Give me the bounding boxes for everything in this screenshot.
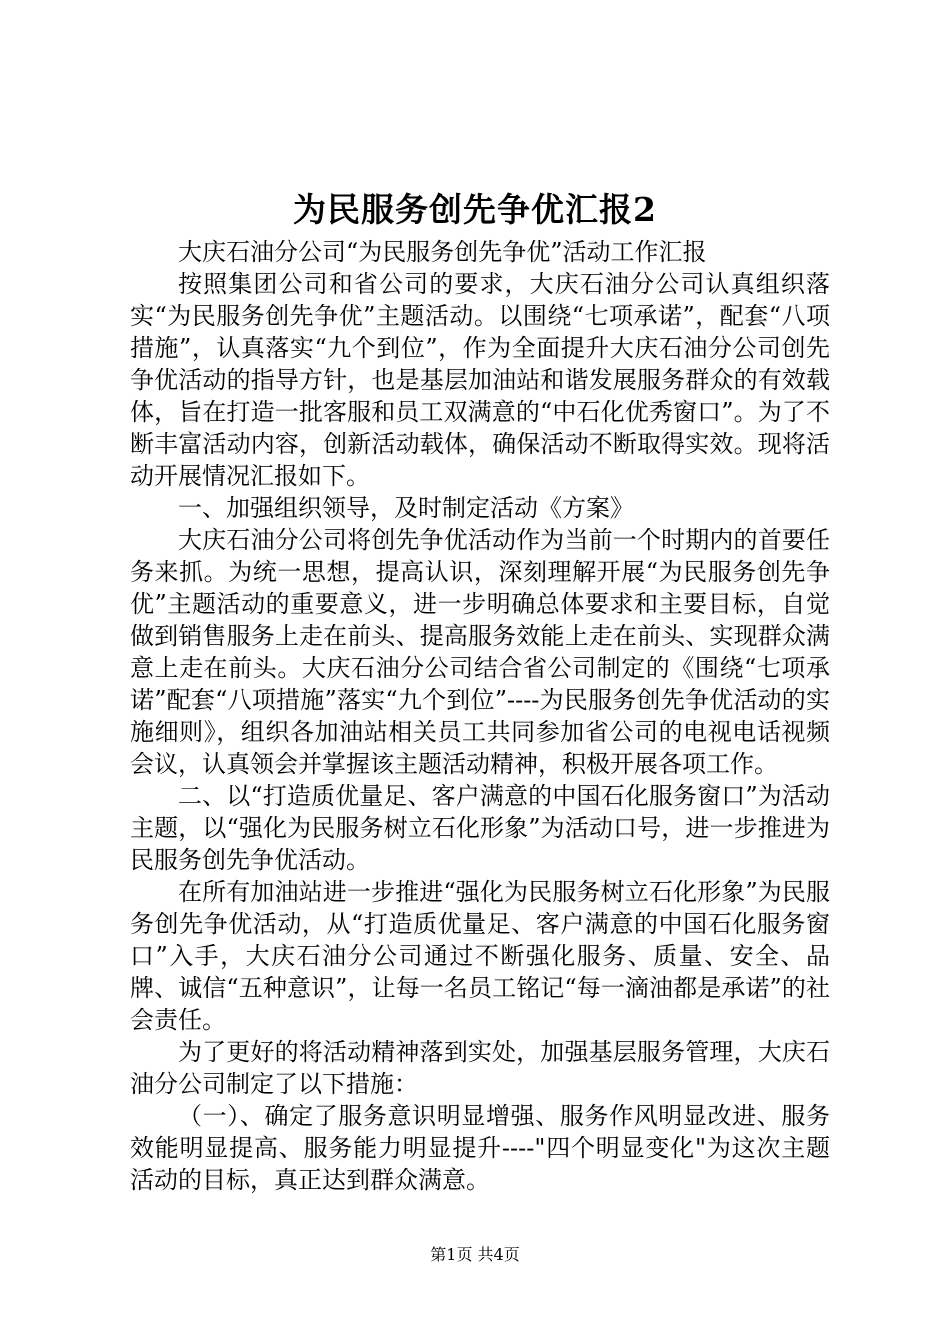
paragraph: 按照集团公司和省公司的要求，大庆石油分公司认真组织落实“为民服务创先争优”主题活动。以围绕“七项承诺”，配套“八项措施”，认真落实“九个到位”，作为全面提升大庆石油分公司创先争优活动的指导方针，也是基层加油站和谐发展服务群众的有效载体，旨在打造一批客服和员工双满意的“中石化优秀窗口”。为了不断丰富活动内容，创新活动载体，确保活动不断取得实效。现将活动开展情况汇报如下。 [130, 270, 830, 490]
section-heading: 一、加强组织领导，及时制定活动《方案》 [178, 494, 634, 522]
paragraph: 大庆石油分公司将创先争优活动作为当前一个时期内的首要任务来抓。为统一思想，提高认识，深刻理解开展“为民服务创先争优”主题活动的重要意义，进一步明确总体要求和主要目标，自觉做到销售服务上走在前头、提高服务效能上走在前头、实现群众满意上走在前头。大庆石油分公司结合省公司制定的《围绕“七项承诺”配套“八项措施”落实“九个到位”----为民服务创先争优活动的实施细则》，组织各加油站相关员工共同参加省公司的电视电话视频会议，认真领会并掌握该主题活动精神，积极开展各项工作。 [130, 526, 830, 778]
section-heading: 二、以“打造质优量足、客户满意的中国石化服务窗口”为活动主题，以“强化为民服务树立石化形象”为活动口号，进一步推进为民服务创先争优活动。 [130, 782, 830, 874]
document-title: 为民服务创先争优汇报2 [293, 190, 657, 229]
document-body [130, 236, 830, 1196]
paragraph: 大庆石油分公司“为民服务创先争优”活动工作汇报 [178, 238, 707, 266]
paragraph: （一）、确定了服务意识明显增强、服务作风明显改进、服务效能明显提高、服务能力明显提升----"四个明显变化"为这次主题活动的目标，真正达到群众满意。 [130, 1102, 830, 1194]
paragraph: 在所有加油站进一步推进“强化为民服务树立石化形象”为民服务创先争优活动，从“打造质优量足、客户满意的中国石化服务窗口”入手，大庆石油分公司通过不断强化服务、质量、安全、品牌、诚信“五种意识”，让每一名员工铭记“每一滴油都是承诺”的社会责任。 [130, 878, 830, 1034]
page-footer: 第1页 共4页 [430, 1245, 520, 1264]
paragraph: 为了更好的将活动精神落到实处，加强基层服务管理，大庆石油分公司制定了以下措施： [130, 1038, 830, 1098]
